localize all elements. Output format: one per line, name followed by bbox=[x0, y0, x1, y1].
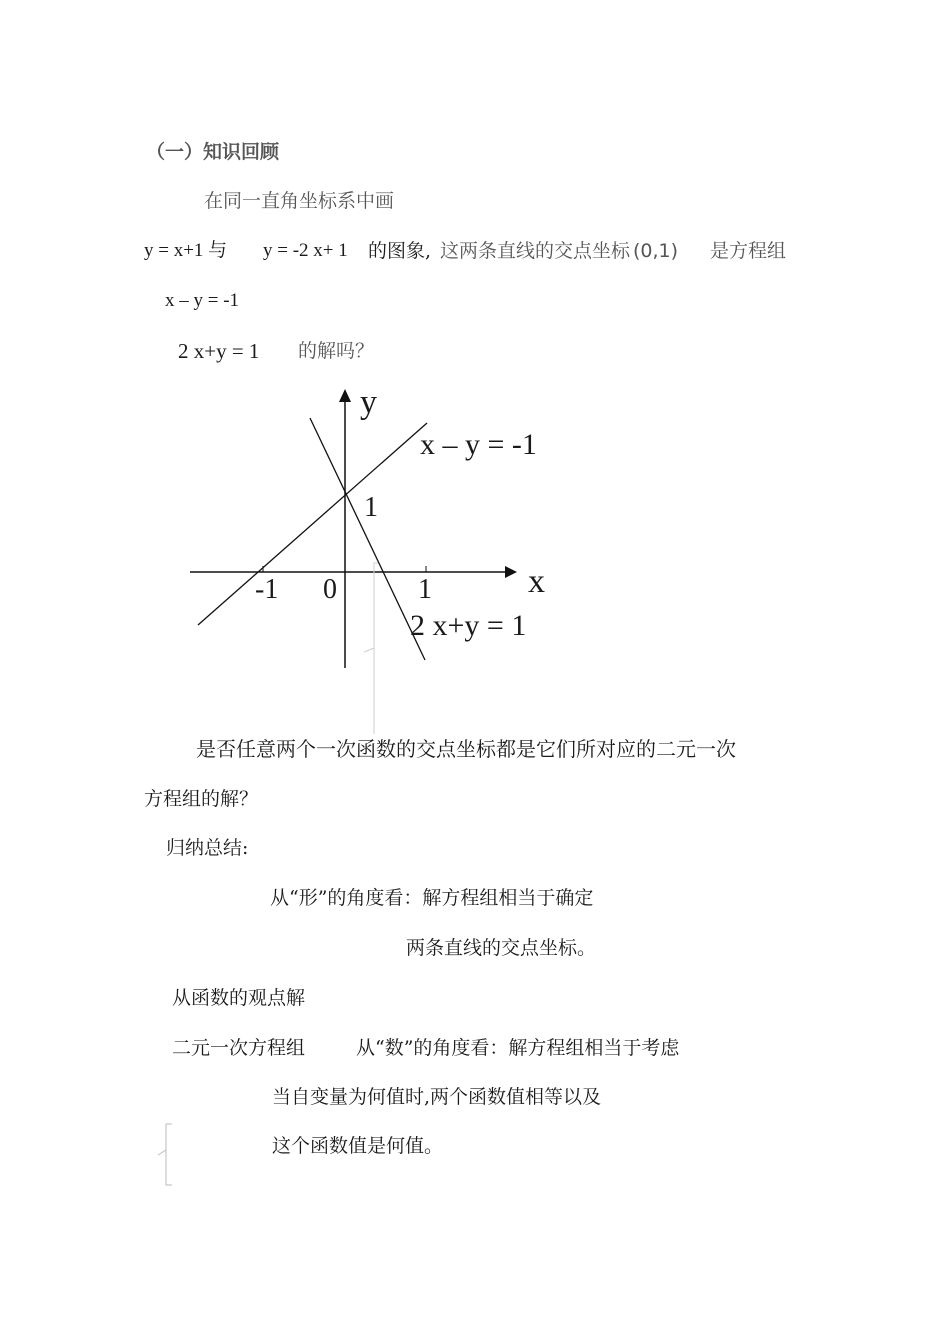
graph-tick-label-y1: 1 bbox=[364, 492, 378, 523]
function-view-label: 从函数的观点解 bbox=[172, 987, 306, 1009]
y-axis-arrow bbox=[339, 389, 351, 402]
system-question-suffix: 的解吗？ bbox=[298, 340, 375, 362]
text-graph-of: 的图象, bbox=[368, 240, 432, 262]
number-view-line-3: 这个函数值是何值。 bbox=[272, 1135, 444, 1157]
bracket-mark-graph bbox=[364, 563, 378, 734]
graph-tick-label-x1: 1 bbox=[418, 574, 432, 605]
question-line-2: 方程组的解？ bbox=[144, 788, 259, 810]
line-x-minus-y bbox=[198, 423, 427, 625]
text-is-system: 是方程组 bbox=[710, 240, 787, 262]
intersection-coordinate: (0,1) bbox=[633, 240, 679, 262]
section-title: （一）知识回顾 bbox=[146, 141, 280, 163]
summary-title: 归纳总结: bbox=[166, 837, 249, 859]
graph-line2-label: 2 x+y = 1 bbox=[410, 609, 527, 642]
equation-y-x-plus-1: y = x+1 与 bbox=[144, 240, 228, 261]
number-view-line-2: 当自变量为何值时,两个函数值相等以及 bbox=[272, 1086, 602, 1108]
graph-x-axis-label: x bbox=[528, 563, 545, 600]
intro-line: 在同一直角坐标系中画 bbox=[204, 190, 395, 212]
graph-tick-label-neg1: -1 bbox=[255, 574, 279, 605]
graph-y-axis-label: y bbox=[360, 384, 377, 421]
system-equation-2: 2 x+y = 1 bbox=[178, 339, 260, 363]
shape-view-line-1: 从“形”的角度看：解方程组相当于确定 bbox=[270, 887, 594, 909]
x-axis-arrow bbox=[505, 566, 517, 578]
system-type-label: 二元一次方程组 bbox=[172, 1037, 306, 1059]
line-2x-plus-y bbox=[310, 418, 425, 660]
bracket-mark-lower bbox=[158, 1124, 172, 1185]
graph-line1-label: x – y = -1 bbox=[420, 428, 537, 461]
number-view-line-1: 从“数”的角度看：解方程组相当于考虑 bbox=[356, 1037, 680, 1059]
system-equation-1: x – y = -1 bbox=[165, 290, 240, 311]
graph-tick-label-0: 0 bbox=[323, 574, 337, 605]
shape-view-line-2: 两条直线的交点坐标。 bbox=[406, 937, 597, 959]
question-line-1: 是否任意两个一次函数的交点坐标都是它们所对应的二元一次 bbox=[196, 737, 736, 761]
equation-y-neg2x-plus-1: y = -2 x+ 1 bbox=[263, 240, 348, 261]
text-intersection: 这两条直线的交点坐标 bbox=[440, 240, 631, 262]
